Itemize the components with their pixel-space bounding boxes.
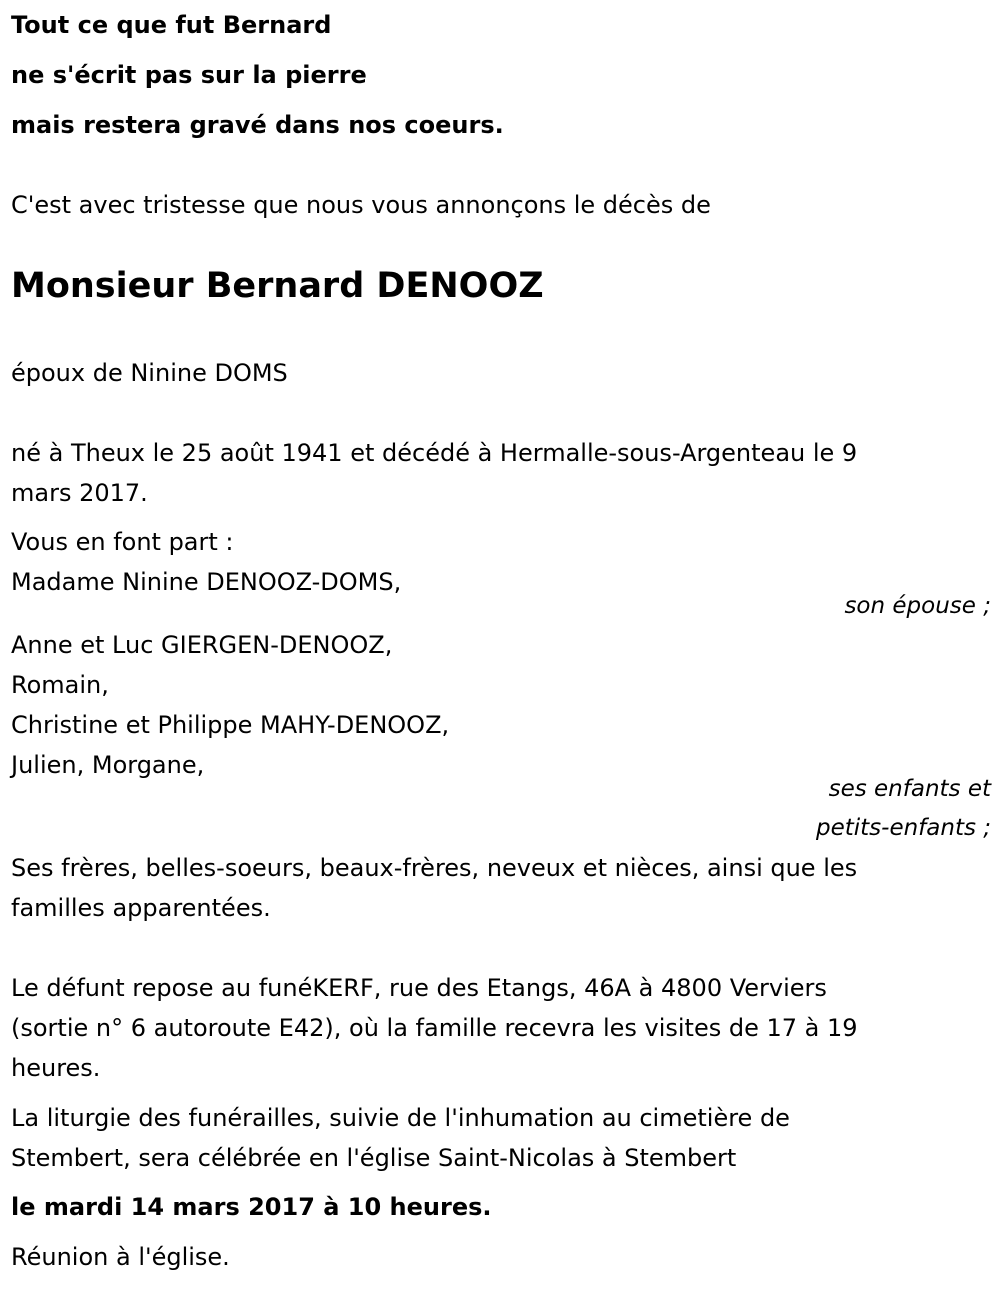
children-role-line-2: petits-enfants ; <box>815 815 991 841</box>
birth-death-line-1: né à Theux le 25 août 1941 et décédé à Hermalle-sous-Argenteau le 9 <box>11 439 858 467</box>
family-spouse: Madame Ninine DENOOZ-DOMS, <box>11 568 402 596</box>
spouse-role: son épouse ; <box>844 593 991 619</box>
child-line-4: Julien, Morgane, <box>11 751 205 779</box>
deceased-name: Monsieur Bernard DENOOZ <box>11 266 544 306</box>
family-intro: Vous en font part : <box>11 528 234 556</box>
repose-line-3: heures. <box>11 1054 101 1082</box>
child-line-3: Christine et Philippe MAHY-DENOOZ, <box>11 711 450 739</box>
repose-line-2: (sortie n° 6 autoroute E42), où la famille recevra les visites de 17 à 19 <box>11 1014 858 1042</box>
children-role-line-1: ses enfants et <box>828 776 991 802</box>
liturgy-line-1: La liturgie des funérailles, suivie de l'inhumation au cimetière de <box>11 1104 790 1132</box>
child-line-1: Anne et Luc GIERGEN-DENOOZ, <box>11 631 393 659</box>
verse-line-3: mais restera gravé dans nos coeurs. <box>11 111 504 139</box>
birth-death-line-2: mars 2017. <box>11 479 148 507</box>
liturgy-line-2: Stembert, sera célébrée en l'église Saint-Nicolas à Stembert <box>11 1144 737 1172</box>
others-line-1: Ses frères, belles-soeurs, beaux-frères, neveux et nièces, ainsi que les <box>11 854 858 882</box>
repose-line-1: Le défunt repose au funéKERF, rue des Etangs, 46A à 4800 Verviers <box>11 974 827 1002</box>
verse-line-1: Tout ce que fut Bernard <box>11 11 332 39</box>
others-line-2: familles apparentées. <box>11 894 271 922</box>
liturgy-date-time: le mardi 14 mars 2017 à 10 heures. <box>11 1193 492 1221</box>
reunion-text: Réunion à l'église. <box>11 1243 230 1271</box>
announcement-text: C'est avec tristesse que nous vous annonçons le décès de <box>11 191 711 219</box>
child-line-2: Romain, <box>11 671 109 699</box>
verse-line-2: ne s'écrit pas sur la pierre <box>11 61 367 89</box>
spouse-line: époux de Ninine DOMS <box>11 359 288 387</box>
